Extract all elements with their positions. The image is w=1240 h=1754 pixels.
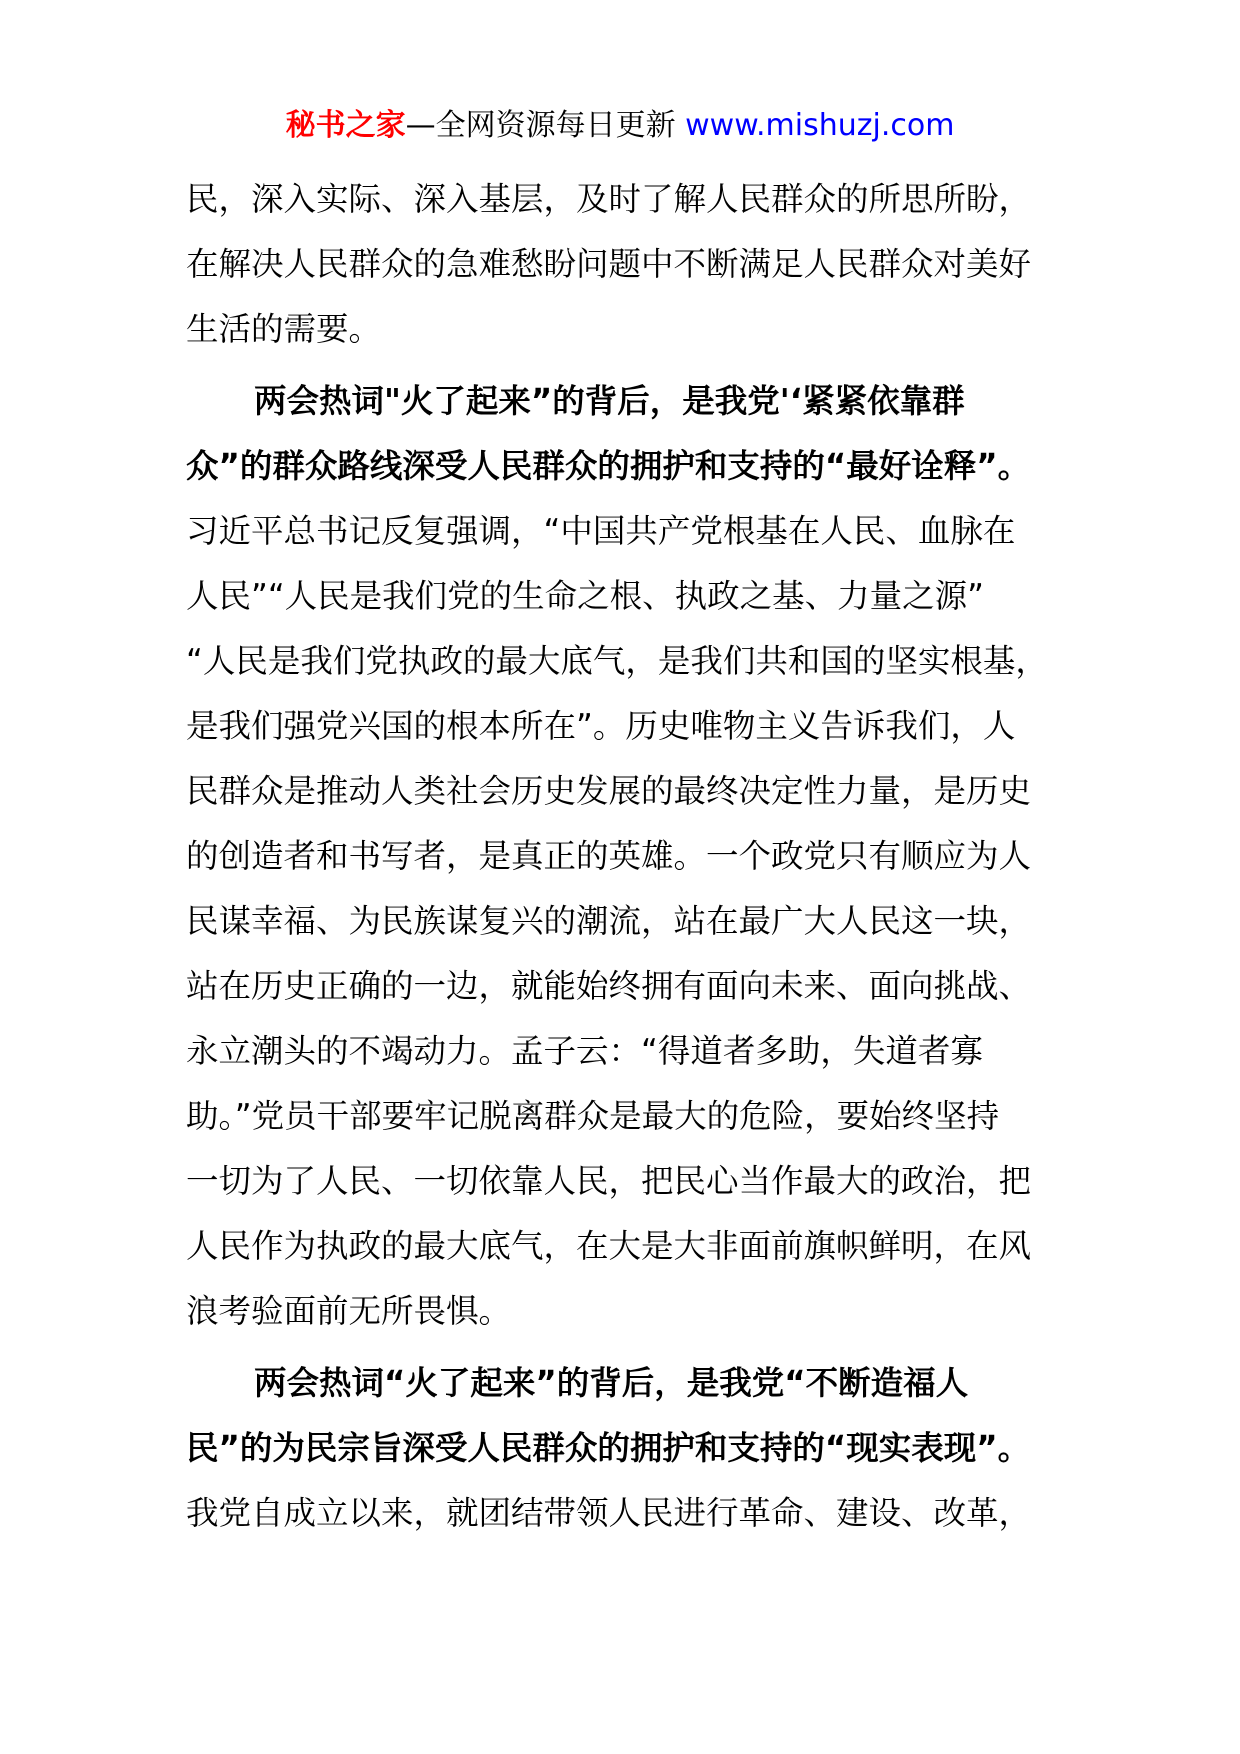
text-line: 是我们强党兴国的根本所在”。历史唯物主义告诉我们，人 (186, 707, 1016, 745)
text-line: 人民作为执政的最大底气，在大是大非面前旗帜鲜明，在风 (186, 1227, 1032, 1265)
text-line: 浪考验面前无所畏惧。 (186, 1292, 512, 1330)
text-line: 生活的需要。 (186, 310, 382, 348)
text-line: 习近平总书记反复强调，“中国共产党根基在人民、血脉在 (186, 512, 1016, 550)
heading-line: 两会热词“火了起来”的背后，是我党“不断造福人 (254, 1364, 969, 1402)
text-line: 助。”党员干部要牢记脱离群众是最大的危险，要始终坚持 (186, 1097, 1000, 1135)
heading-line: 众”的群众路线深受人民群众的拥护和支持的“最好诠释”。 (186, 447, 1031, 485)
brand-name: 秘书之家 (285, 108, 406, 143)
text-line: “人民是我们党执政的最大底气，是我们共和国的坚实根基， (186, 642, 1048, 680)
text-line: 民群众是推动人类社会历史发展的最终决定性力量，是历史 (186, 772, 1032, 810)
paragraph (186, 167, 1086, 362)
text-line: 人民”“人民是我们党的生命之根、执政之基、力量之源” (186, 577, 985, 615)
page-header (0, 106, 1240, 146)
paragraph (186, 369, 1086, 1344)
document-body (186, 167, 1086, 1546)
text-line: 一切为了人民、一切依靠人民，把民心当作最大的政治，把 (186, 1162, 1032, 1200)
heading-line: 两会热词"火了起来”的背后，是我党'‘紧紧依靠群 (254, 382, 965, 420)
text-line: 民，深入实际、深入基层，及时了解人民群众的所思所盼， (186, 180, 1032, 218)
text-line: 的创造者和书写者，是真正的英雄。一个政党只有顺应为人 (186, 837, 1032, 875)
text-line: 民谋幸福、为民族谋复兴的潮流，站在最广大人民这一块， (186, 902, 1032, 940)
heading-line: 民”的为民宗旨深受人民群众的拥护和支持的“现实表现”。 (186, 1429, 1031, 1467)
text-line: 我党自成立以来，就团结带领人民进行革命、建设、改革， (186, 1494, 1032, 1532)
website-link[interactable]: www.mishuzj.com (685, 108, 955, 143)
text-line: 永立潮头的不竭动力。孟子云：“得道者多助，失道者寡 (186, 1032, 983, 1070)
header-tagline: —全网资源每日更新 (405, 108, 686, 143)
text-line: 在解决人民群众的急难愁盼问题中不断满足人民群众对美好 (186, 245, 1032, 283)
text-line: 站在历史正确的一边，就能始终拥有面向未来、面向挑战、 (186, 967, 1032, 1005)
paragraph (186, 1351, 1086, 1546)
